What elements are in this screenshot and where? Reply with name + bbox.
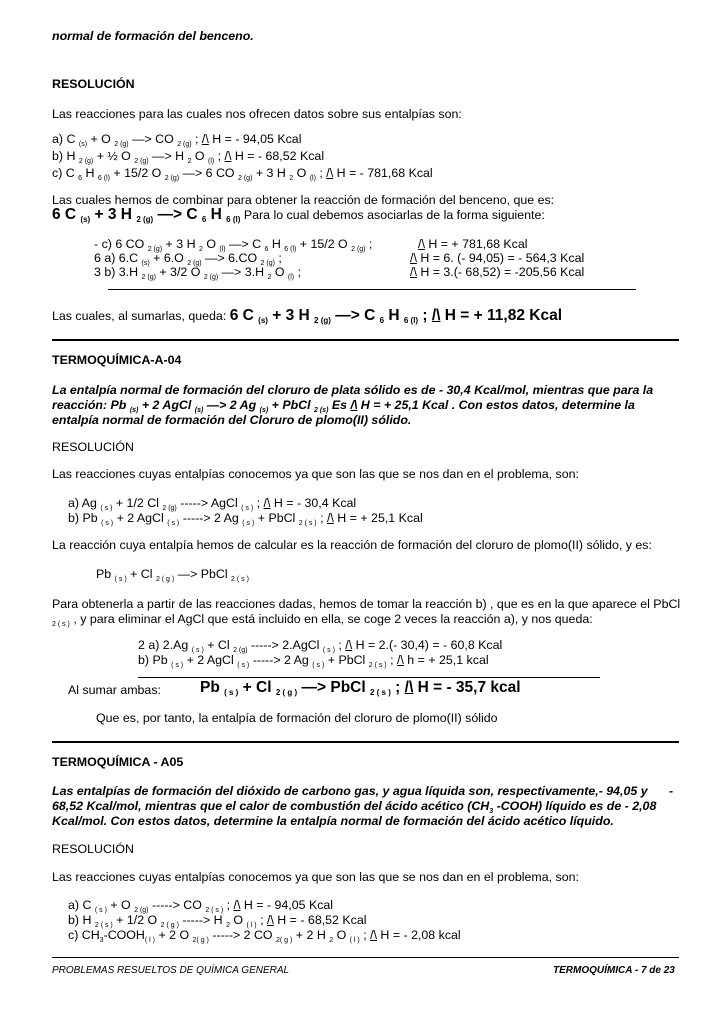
a04-reaction-b: b) Pb $_{( s )}$ + 2 AgCl $_{( s )}$ -----> 2 Ag $_{( s )}$ + PbCl $_{2 ( s )}$ ; /\ H = + 25,1 Kcal <box>68 511 423 527</box>
sum-divider <box>108 289 636 290</box>
a05-reaction-a: a) C $_{( s )}$ + O $_{2 (g)}$ -----> CO $_{2 ( s )}$ ; /\ H = - 94,05 Kcal <box>68 898 334 914</box>
a05-statement-2: 68,52 Kcal/mol, mientras que el calor de combustión del ácido acético ($CH_3$ -COOH) líquido es de - 2,08 <box>52 799 657 815</box>
a04-target-reaction: Pb $_{( s )}$ + Cl $_{2 ( g )}$ —> PbCl $_{2 ( s )}$ <box>96 567 249 583</box>
footer-page: TERMOQUÍMICA - 7 de 23 <box>553 965 675 976</box>
a05-statement-3: Kcal/mol. Con estos datos, determine la entalpía normal de formación del ácido acético líquido. <box>52 814 614 828</box>
a04-combo-1: 2 a) 2.Ag $_{( s )}$ + Cl $_{2 (g)}$ -----> 2.AgCl $_{( s )}$ ; /\ H = 2.(- 30,4) = - 60,8 Kcal <box>138 638 503 654</box>
section-divider-2 <box>52 741 679 743</box>
a04-combo-2: b) Pb $_{( s )}$ + 2 AgCl $_{( s )}$ -----> 2 Ag $_{( s )}$ + PbCl $_{2 ( s )}$ ; /\ h = + 25,1 kcal <box>138 653 489 669</box>
associate-text: Para lo cual debemos asociarlas de la forma siguiente: <box>243 208 545 222</box>
combo-dh-2: /\ H = 6. (- 94,05) = - 564,3 Kcal <box>410 251 585 265</box>
a04-resolucion: RESOLUCIÓN <box>52 440 134 454</box>
a05-resolucion: RESOLUCIÓN <box>52 842 134 856</box>
combo-line-3: 3 b) 3.H $_{2 (g)}$ + 3/2 O $_{2 (g)}$ —> 3.H $_2$ O $_{(l)}$ ; <box>94 265 302 281</box>
a05-known: Las reacciones cuyas entalpías conocemos ya que son las que se nos dan en el problema, son: <box>52 870 579 884</box>
a05-reaction-c: c) $CH_3-COOH_{( l )} + 2$ O $_{2( g )}$ -----> 2 CO $_{2( g )}$ + 2 H $_2$ O $_{( l )}$ ; /\ H = - 2,08 kcal <box>68 928 461 944</box>
a04-sum-label: Al sumar ambas: <box>68 683 161 697</box>
resolucion-heading: RESOLUCIÓN <box>52 77 135 91</box>
reaction-b: b) H $_{2 (g)}$ + ½ O $_{2 (g)}$ —> H $_2$ O $_{(l)}$ ; /\ H = - 68,52 Kcal <box>52 149 325 165</box>
footer-divider <box>52 957 679 958</box>
a04-statement-1: La entalpía normal de formación del cloruro de plata sólido es de - 30,4 Kcal/mol, mientras que para la <box>52 383 654 397</box>
a05-statement-dash: - <box>669 784 674 798</box>
reaction-a: a) C $_{(s)}$ + O $_{2 (g)}$ —> CO $_{2 (g)}$ ; /\ H = - 94,05 Kcal <box>52 132 302 148</box>
section-divider-1 <box>52 339 679 341</box>
a04-sum-divider <box>138 677 600 678</box>
combine-text: Las cuales hemos de combinar para obtener la reacción de formación del benceno, que es: <box>52 193 555 207</box>
a04-heading: TERMOQUÍMICA-A-04 <box>52 353 182 367</box>
intro-lead: Las reacciones para las cuales nos ofrecen datos sobre sus entalpías son: <box>52 107 462 121</box>
combo-line-1: - c) 6 CO $_{2 (g)}$ + 3 H $_2$ O $_{(l)}$ —> C $_6$ H $_{6 (l)}$ + 15/2 O $_{2 (g)}$ ; <box>94 237 373 253</box>
a05-statement-1: Las entalpías de formación del dióxido de carbono gas, y agua líquida son, respectivamente,- 94,05 y <box>52 784 648 798</box>
combo-dh-1: /\ H = + 781,68 Kcal <box>418 237 528 251</box>
a04-sum-line <box>68 683 161 697</box>
reaction-c: c) C $_6$ H $_{6 (l)}$ + 15/2 O $_{2 (g)}$ —> 6 CO $_{2 (g)}$ + 3 H $_2$ O $_{(l)}$ ; /\ H = - 781,68 Kcal <box>52 166 433 182</box>
a04-conclusion: Que es, por tanto, la entalpía de formación del cloruro de plomo(II) sólido <box>96 711 498 725</box>
combo-line-2: 6 a) 6.C $_{(s)}$ + 6.O $_{2 (g)}$ —> 6.CO $_{2 (g)}$ ; <box>94 251 282 267</box>
a04-statement-2: reacción: Pb $_{(s)}$ + 2 AgCl $_{(s)}$ —> 2 Ag $_{(s)}$ + PbCl $_{2 (s)}$ Es /\ H = + 25,1 Kcal . Con estos datos, determine la <box>52 398 635 414</box>
section-title-line: normal de formación del benceno. <box>52 29 254 43</box>
combo-dh-3: /\ H = 3.(- 68,52) = -205,56 Kcal <box>410 265 585 279</box>
a04-explain-2-line: $_{2 ( s )}$ , y para eliminar el AgCl que está incluido en ella, se coge 2 veces la reacción a), y nos queda: <box>52 612 593 628</box>
a04-known: Las reacciones cuyas entalpías conocemos ya que son las que se nos dan en el problema, son: <box>52 467 579 481</box>
a04-explain-1: Para obtenerla a partir de las reacciones dadas, hemos de tomar la reacción b) , que es en la que aparece el PbCl <box>52 597 681 611</box>
benzene-target-reaction: 6 C (s) + 3 H 2 (g) —> C 6 H 6 (l) Para lo cual debemos asociarlas de la forma siguiente: <box>52 206 545 224</box>
a04-statement-3: entalpía normal de formación del Cloruro de plomo(II) sólido. <box>52 413 412 427</box>
a05-heading: TERMOQUÍMICA - A05 <box>52 755 184 769</box>
a04-target-text: La reacción cuya entalpía hemos de calcular es la reacción de formación del cloruro de plomo(II) sólido, y es: <box>52 538 652 552</box>
sum-label: Las cuales, al sumarlas, queda: <box>52 309 227 323</box>
a04-sum-result: Pb ( s ) + Cl 2 ( g ) —> PbCl 2 ( s ) ; /\ H = - 35,7 kcal <box>200 679 521 697</box>
a04-explain-2: , y para eliminar el AgCl que está incluido en ella, se coge 2 veces la reacción a), y nos queda: <box>73 612 593 626</box>
a04-reaction-a: a) Ag $_{( s )}$ + 1/2 Cl $_{2 (g)}$ -----> AgCl $_{( s )}$ ; /\ H = - 30,4 Kcal <box>68 496 357 512</box>
a05-reaction-b: b) H $_{2 ( s )}$ + 1/2 O $_{2 ( g )}$ -----> H $_2$ O $_{( l )}$ ; /\ H = - 68,52 Kcal <box>68 913 367 929</box>
benzene-sum-line: Las cuales, al sumarlas, queda: 6 C (s) + 3 H 2 (g) —> C 6 H 6 (l) ; /\ H = + 11,82 Kcal <box>52 307 563 325</box>
footer-left: PROBLEMAS RESUELTOS DE QUÍMICA GENERAL <box>52 965 290 976</box>
